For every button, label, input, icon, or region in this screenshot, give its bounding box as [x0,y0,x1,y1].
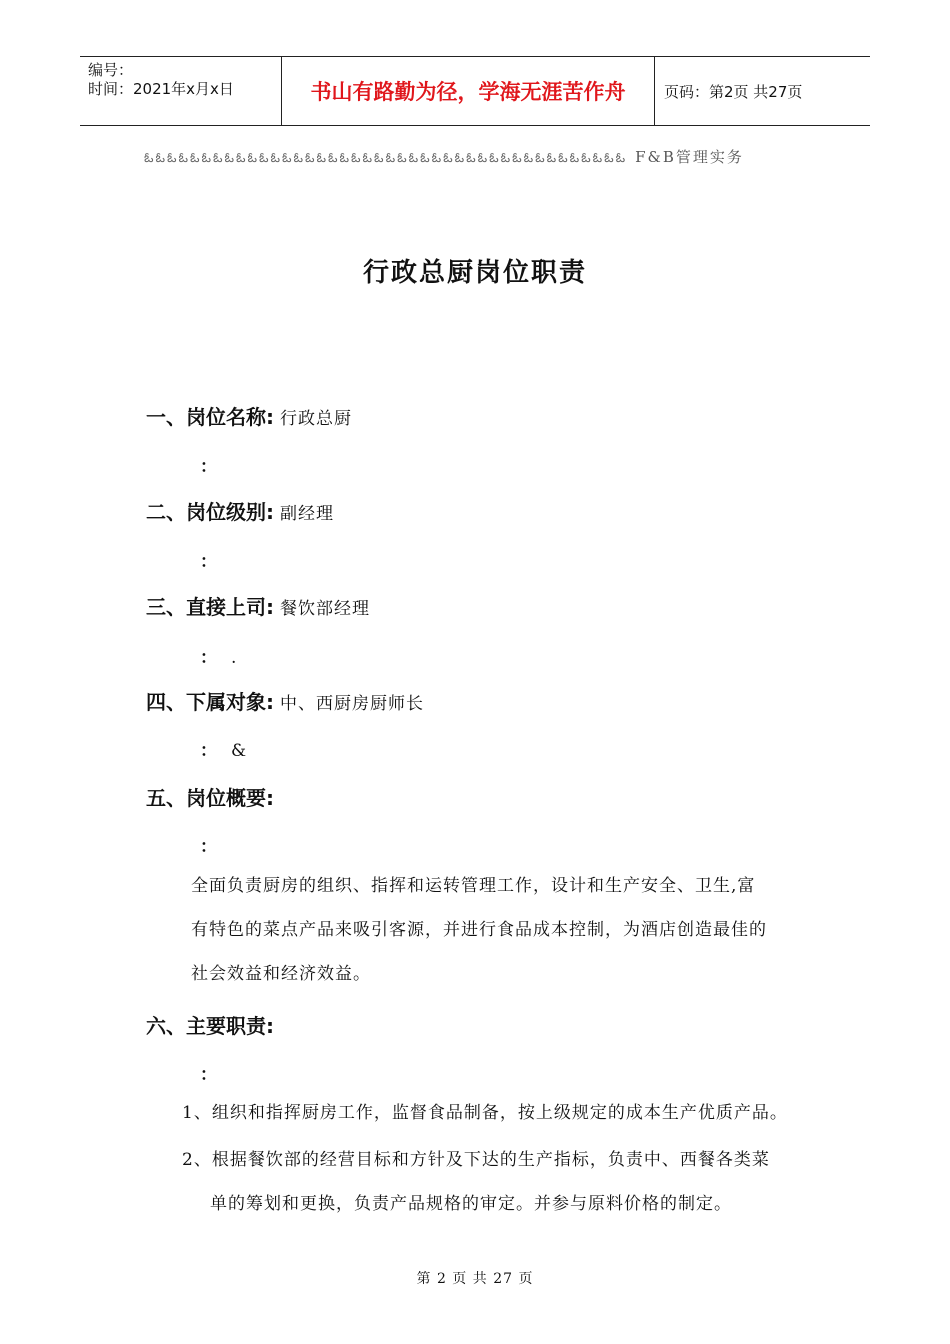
colon-extra: . [231,648,237,668]
time-label: 时间：2021年x月x日 [88,80,234,98]
section-label: 一、岗位名称: [146,405,274,429]
summary-line: 社会效益和经济效益。 [191,964,371,984]
page-footer: 第 2 页 共 27 页 [416,1271,534,1287]
header-meta [88,61,278,99]
summary-line: 全面负责厨房的组织、指挥和运转管理工作，设计和生产安全、卫生,富 [191,876,756,896]
section-main-duties [146,1010,274,1039]
number-label: 编号： [88,61,134,79]
summary-paragraph [191,864,811,996]
colon-mark: ： [200,648,217,668]
decorative-dots: ఓఓఓఓఓఓఓఓఓఓఓఓఓఓఓఓఓఓఓఓఓఓఓఓఓఓఓఓఓఓఓఓఓఓఓఓఓఓఓఓఓఓ [144,151,628,166]
section-direct-superior [146,591,370,620]
duty-text: 1、组织和指挥厨房工作，监督食品制备，按上级规定的成本生产优质产品。 [182,1103,788,1123]
header-motto: 书山有路勤为径，学海无涯苦作舟 [310,80,626,104]
section-label: 三、直接上司: [146,595,274,619]
section-value: 副经理 [280,504,335,524]
header-table [80,56,870,126]
summary-line: 有特色的菜点产品来吸引客源，并进行食品成本控制，为酒店创造最佳的 [191,920,767,940]
duty-item [182,1091,822,1135]
header-divider [654,57,655,125]
section-value: 中、西厨房厨师长 [280,694,425,714]
section-summary [146,782,274,811]
duty-text: 2、根据餐饮部的经营目标和方针及下达的生产指标，负责中、西餐各类菜 [182,1150,770,1170]
section-colon [200,643,236,668]
section-label: 五、岗位概要: [146,786,274,810]
duty-item [182,1138,822,1226]
section-colon: ： [200,837,217,857]
section-value: 餐饮部经理 [280,599,371,619]
section-colon: ： [200,457,217,477]
header-page-info: 页码：第2页 共27页 [664,82,803,101]
section-position-level [146,496,334,525]
section-label: 四、下属对象: [146,690,274,714]
section-position-name [146,401,352,430]
section-label: 六、主要职责: [146,1014,274,1038]
decorative-line [144,146,744,169]
section-value: 行政总厨 [280,409,353,429]
duty-text-continued: 单的筹划和更换，负责产品规格的审定。并参与原料价格的制定。 [210,1194,732,1214]
colon-mark: ： [200,741,217,761]
section-colon: ： [200,1065,217,1085]
colon-extra: & [231,741,247,761]
section-label: 二、岗位级别: [146,500,274,524]
section-colon [200,736,246,761]
section-colon: ： [200,552,217,572]
page-title: 行政总厨岗位职责 [362,258,587,288]
decor-tag: F&B管理实务 [635,148,744,166]
section-subordinates [146,686,424,715]
